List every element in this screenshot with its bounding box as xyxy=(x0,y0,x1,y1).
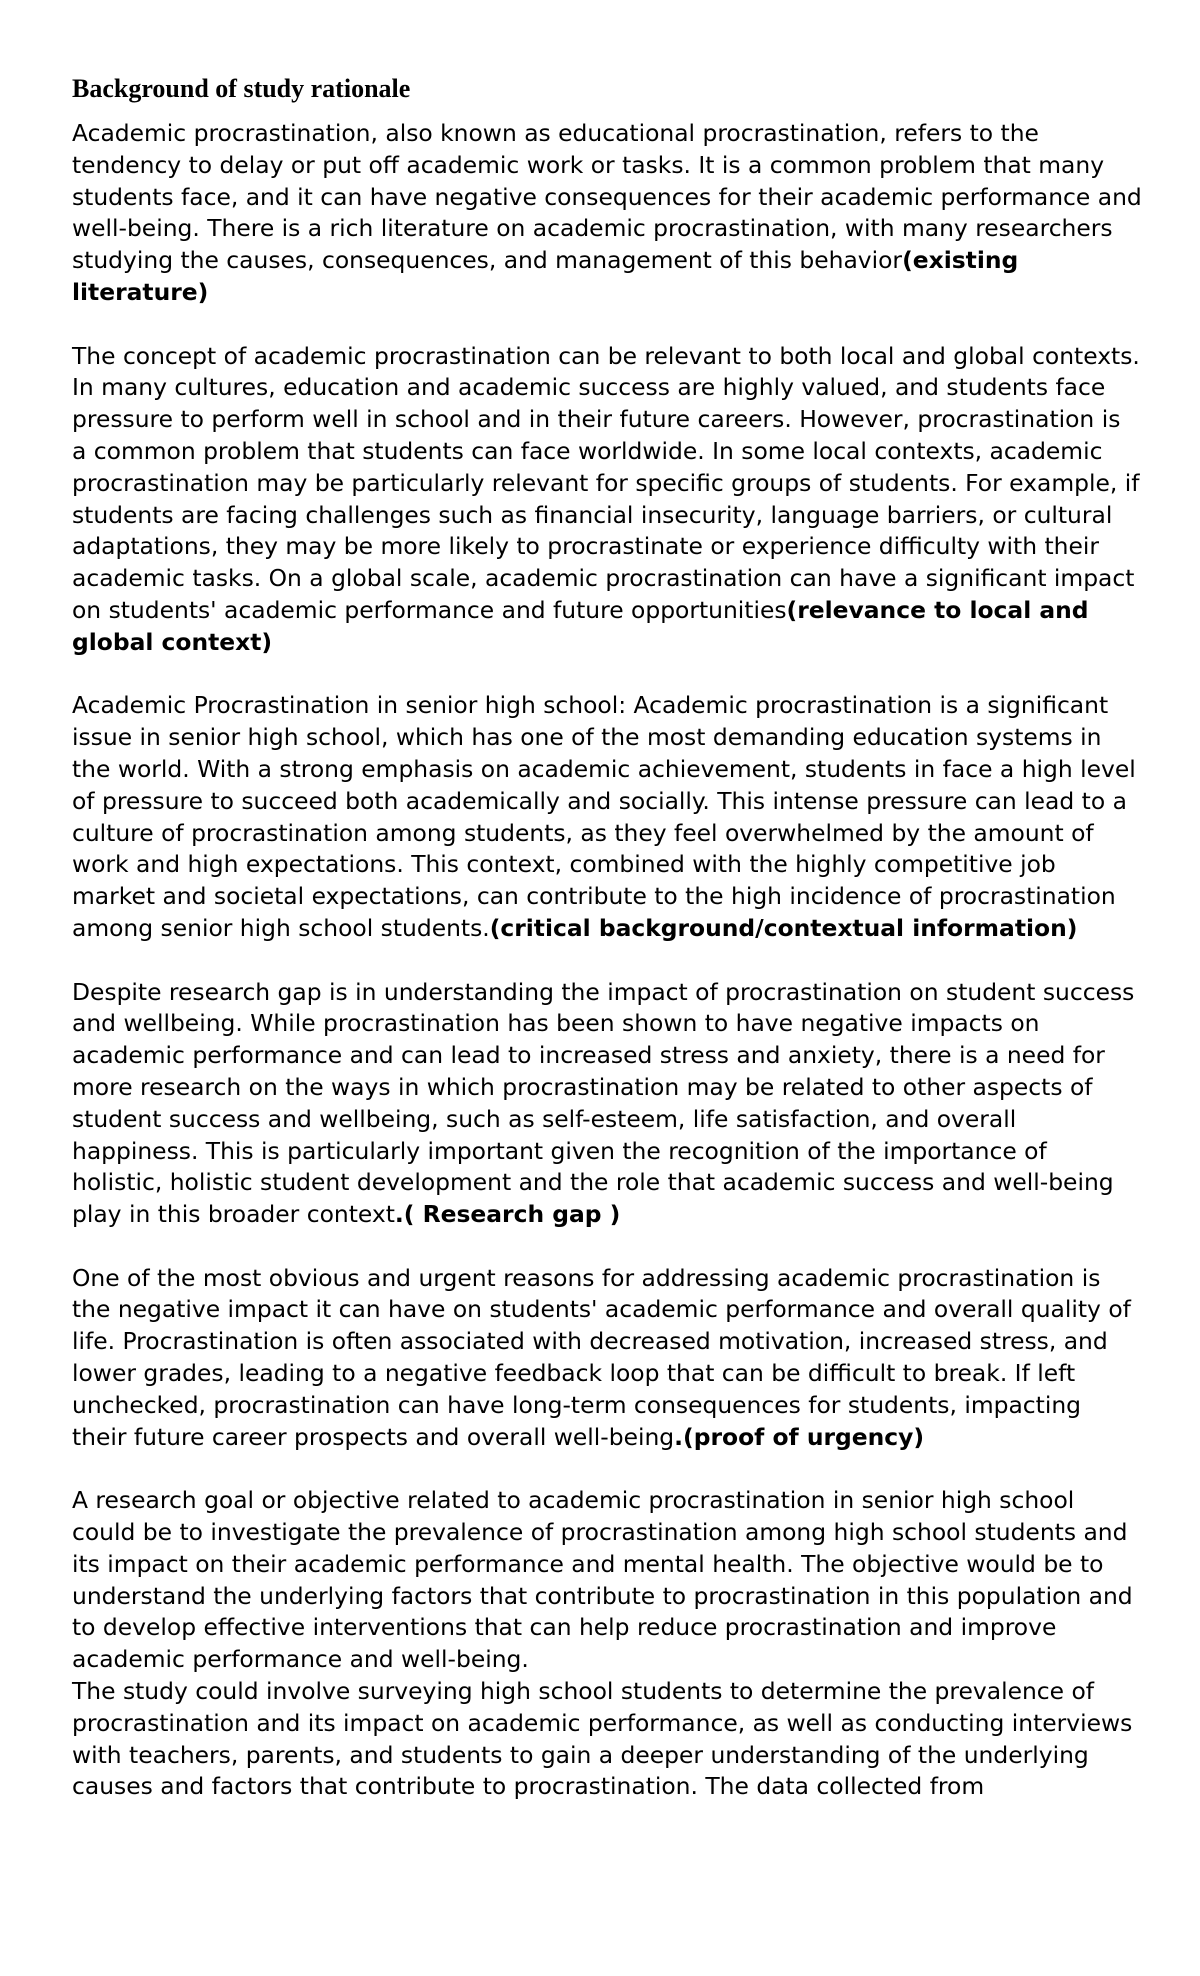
paragraph-text: One of the most obvious and urgent reasons for addressing academic procrastination is the negative impact it can have on students' academic performance and overall quality of life. Procrastination is often associated with decreased motivation, increased stress, and lower grades, leading to a negative feedback loop that can be difficult to break. If left unchecked, procrastination can have long-term consequences for students, impacting their future career prospects and overall well-being xyxy=(72,1263,1131,1451)
paragraph-text-continued: well-being. There is a rich literature on academic procrastination, with many researchers studying the causes, consequences, and management of this behavior xyxy=(72,214,1113,275)
document-title: Background of study rationale xyxy=(72,74,411,103)
paragraph-study-method xyxy=(72,1676,1142,1803)
paragraph-relevance xyxy=(72,341,1142,659)
paragraph-research-goal xyxy=(72,1485,1142,1676)
paragraph-tag: (existing literature) xyxy=(72,246,1019,306)
paragraph-tag: (relevance to local and global context) xyxy=(72,595,1089,656)
paragraph-text: The concept of academic procrastination can be relevant to both local and global contexts. In many cultures, education and academic success are highly valued, and students face pressure to perform well in school and in their future careers. However, procrastination is a common problem that students can face worldwide. In some local contexts, academic procrastination may be particularly relevant for specific groups of students. For example, if students are facing challenges such as financial insecurity, language barriers, or cultural adaptations, they may be more likely to procrastinate or experience difficulty with their academic tasks. On a global scale, academic procrastination can have a significant impact on students' academic performance and future opportunities xyxy=(72,341,1140,624)
paragraph-research-gap xyxy=(72,977,1142,1231)
paragraph-text: Academic Procrastination in senior high school: Academic procrastination is a significant issue in senior high school, which has one of the most demanding education systems in the world. With a strong emphasis on academic achievement, students in face a high level of pressure to succeed both academically and socially. This intense pressure can lead to a culture of procrastination among students, as they feel overwhelmed by the amount of work and high expectations. This context, combined with the highly competitive job market and societal expectations, can contribute to the high incidence of procrastination among senior high school students. xyxy=(72,691,1136,942)
paragraph-text: A research goal or objective related to academic procrastination in senior high school could be to investigate the prevalence of procrastination among high school students and its impact on their academic performance and mental health. The objective would be to understand the underlying factors that contribute to procrastination in this population and to develop effective interventions that can help reduce procrastination and improve academic performance and well-being. xyxy=(72,1486,1133,1674)
paragraph-text: Despite research gap is in understanding the impact of procrastination on student success and wellbeing. While procrastination has been shown to have negative impacts on academic performance and can lead to increased stress and anxiety, there is a need for more research on the ways in which procrastination may be related to other aspects of student success and wellbeing, such as self-esteem, life satisfaction, and overall happiness. This is particularly important given the recognition of the importance of holistic, holistic student development and the role that academic success and well-being play in this broader context xyxy=(72,977,1135,1229)
paragraph-proof-of-urgency xyxy=(72,1263,1142,1454)
paragraph-text: The study could involve surveying high school students to determine the prevalence of procrastination and its impact on academic performance, as well as conducting interviews with teachers, parents, and students to gain a deeper understanding of the underlying causes and factors that contribute to procrastination. The data collected from xyxy=(72,1677,1133,1801)
paragraph-text: Academic procrastination, also known as educational procrastination, refers to the tendency to delay or put off academic work or tasks. It is a common problem that many students face, and it can have negative consequences for their academic performance and xyxy=(72,119,1142,211)
paragraph-tag: (critical background/contextual information) xyxy=(489,913,1078,942)
paragraph-critical-background xyxy=(72,690,1142,944)
paragraph-tag: .(proof of urgency) xyxy=(674,1422,925,1451)
document-page xyxy=(72,72,1142,1803)
paragraph-tag: .( Research gap ) xyxy=(394,1200,621,1229)
paragraph-existing-literature xyxy=(72,118,1142,309)
